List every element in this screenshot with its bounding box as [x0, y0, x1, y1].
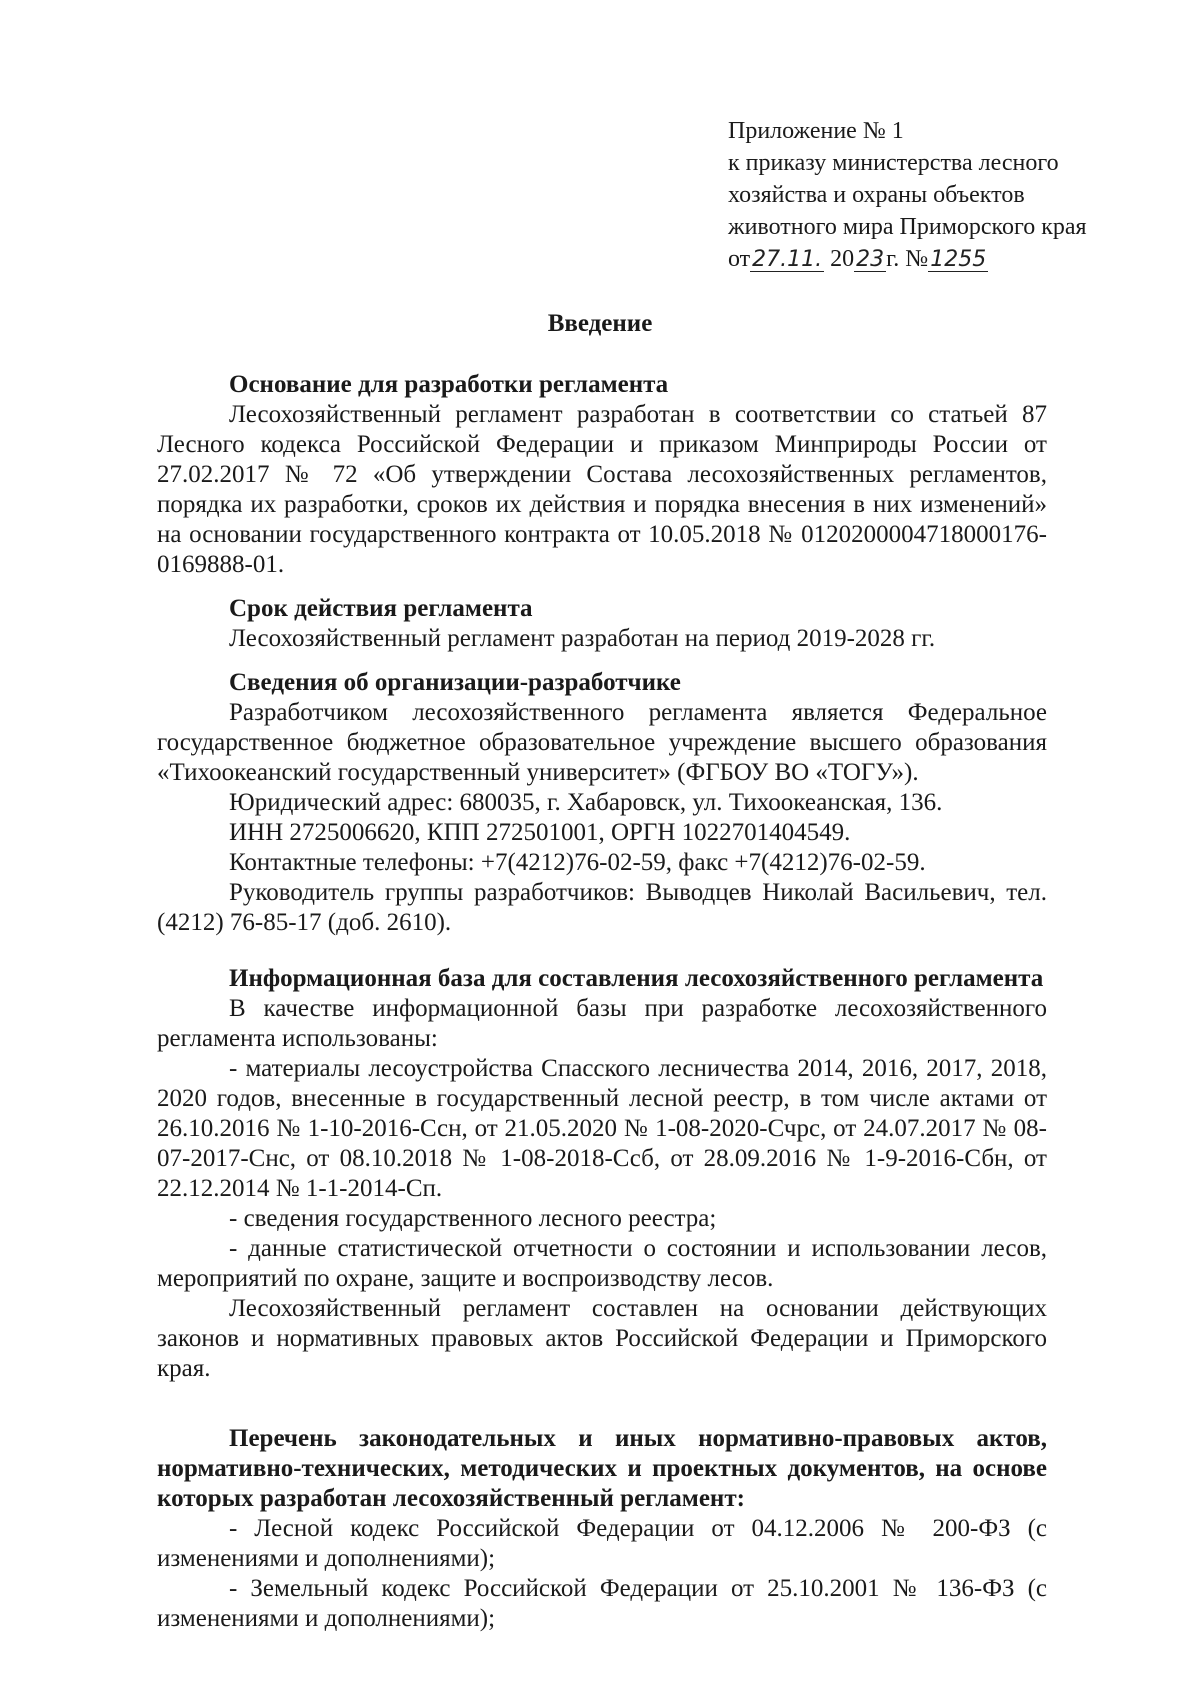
- date-year-prefix: 20: [830, 246, 855, 272]
- date-g: г. №: [886, 246, 929, 272]
- appendix-line-4: животного мира Приморского края: [728, 214, 1087, 240]
- developer-phones: Контактные телефоны: +7(4212)76-02-59, факс +7(4212)76-02-59.: [229, 849, 926, 876]
- basis-text: Лесохозяйственный регламент разработан в соответствии со статьей 87 Лесного кодекса Российской Федерации и приказом Минприроды России от 27.02.2017 № 72 «Об утверждении Состава лесохозяйственных регламентов, порядка их разработки, сроков их действия и порядка внесения в них изменений» на основании государственного контракта от 10.05.2018 № 0120200004718000176-0169888-01.: [157, 401, 1047, 578]
- info-base-item-3: - данные статистической отчетности о состоянии и использовании лесов, мероприятий по охране, защите и воспроизводству лесов.: [157, 1235, 1047, 1292]
- developer-text: Разработчиком лесохозяйственного регламента является Федеральное государственное бюджетное образовательное учреждение высшего образования «Тихоокеанский государственный университет» (ФГБОУ ВО «ТОГУ»).: [157, 699, 1047, 786]
- developer-address: Юридический адрес: 680035, г. Хабаровск, ул. Тихоокеанская, 136.: [229, 789, 943, 816]
- acts-item-2: - Земельный кодекс Российской Федерации от 25.10.2001 № 136-ФЗ (с изменениями и дополнениями);: [157, 1575, 1047, 1632]
- term-heading: Срок действия регламента: [229, 595, 533, 622]
- term-text: Лесохозяйственный регламент разработан на период 2019-2028 гг.: [229, 625, 936, 652]
- date-day-month: 27.11.: [752, 247, 823, 272]
- appendix-date-line: [728, 243, 1108, 275]
- appendix-line-2: к приказу министерства лесного: [728, 150, 1059, 176]
- date-year-suffix: 23: [856, 247, 885, 272]
- info-base-closing: Лесохозяйственный регламент составлен на основании действующих законов и нормативных правовых актов Российской Федерации и Приморского края.: [157, 1295, 1047, 1382]
- acts-heading: Перечень законодательных и иных нормативно-правовых актов, нормативно-технических, методических и проектных документов, на основе которых разработан лесохозяйственный регламент:: [157, 1425, 1047, 1512]
- info-base-intro: В качестве информационной базы при разработке лесохозяйственного регламента использованы:: [157, 995, 1047, 1052]
- info-base-item-1: - материалы лесоустройства Спасского лесничества 2014, 2016, 2017, 2018, 2020 годов, внесенные в государственный лесной реестр, в том числе актами от 26.10.2016 № 1-10-2016-Ссн, от 21.05.2020 № 1-08-2020-Счрс, от 24.07.2017 № 08-07-2017-Снс, от 08.10.2018 № 1-08-2018-Ссб, от 28.09.2016 № 1-9-2016-Сбн, от 22.12.2014 № 1-1-2014-Сп.: [157, 1055, 1047, 1202]
- info-base-heading: Информационная база для составления лесохозяйственного регламента: [229, 965, 1044, 992]
- developer-head: Руководитель группы разработчиков: Выводцев Николай Васильевич, тел. (4212) 76-85-17 (доб. 2610).: [157, 879, 1047, 936]
- appendix-block: [728, 115, 1108, 275]
- developer-heading: Сведения об организации-разработчике: [229, 669, 681, 696]
- order-number: 1255: [930, 247, 987, 272]
- info-base-item-2: - сведения государственного лесного реестра;: [229, 1205, 717, 1232]
- developer-ids: ИНН 2725006620, КПП 272501001, ОРГН 1022701404549.: [229, 819, 851, 846]
- acts-item-1: - Лесной кодекс Российской Федерации от 04.12.2006 № 200-ФЗ (с изменениями и дополнениями);: [157, 1515, 1047, 1572]
- document-body: [157, 370, 1047, 1634]
- basis-heading: Основание для разработки регламента: [229, 371, 669, 398]
- appendix-line-3: хозяйства и охраны объектов: [728, 182, 1025, 208]
- appendix-line-1: Приложение № 1: [728, 118, 904, 144]
- date-prefix: от: [728, 246, 751, 272]
- page-title: Введение: [547, 310, 653, 337]
